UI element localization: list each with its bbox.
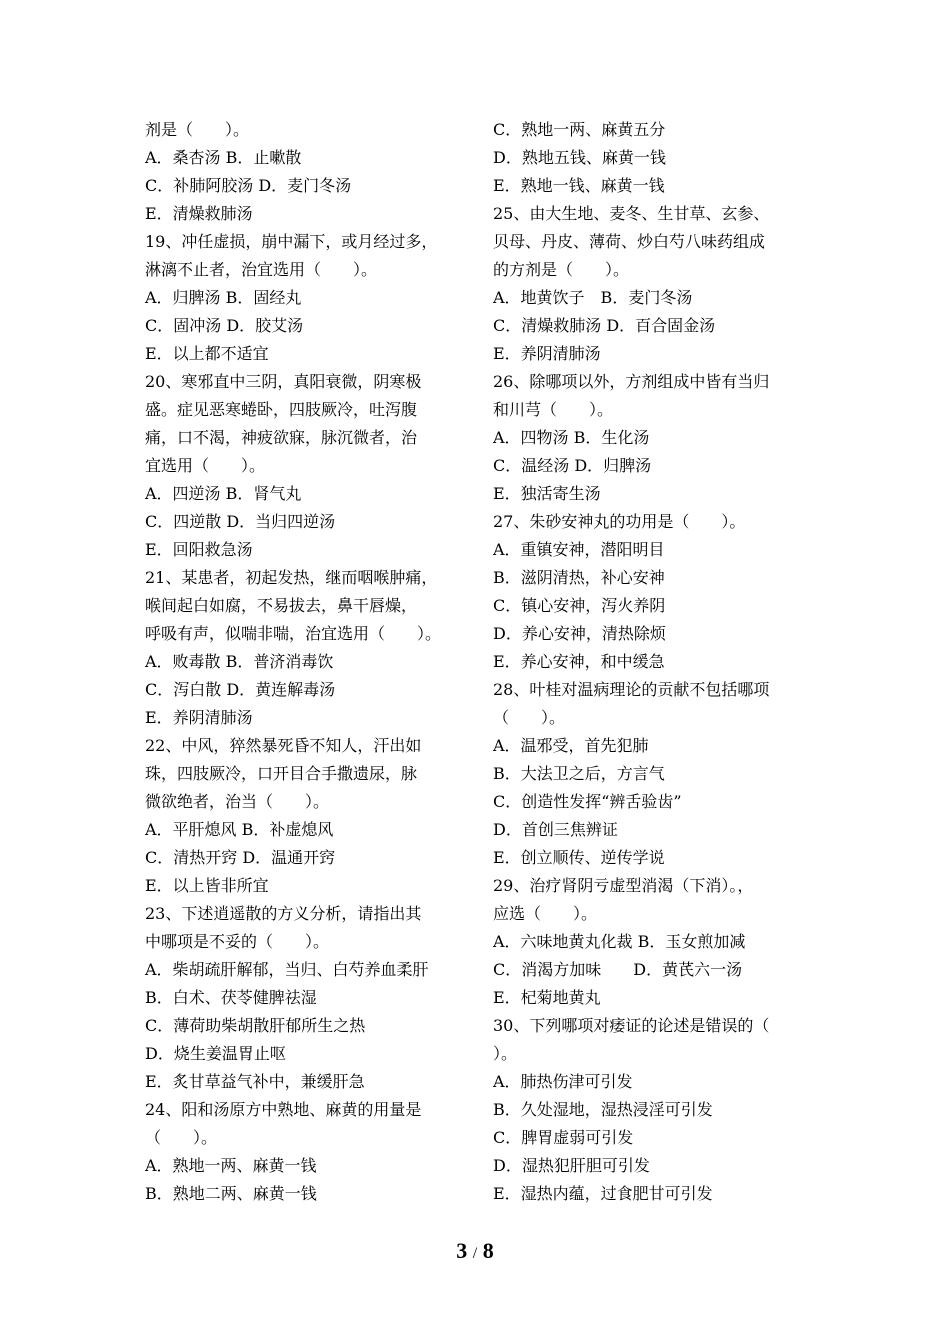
text-line: C．清燥救肺汤 D．百合固金汤	[493, 316, 716, 335]
text-line: C．固冲汤 D．胶艾汤	[145, 316, 304, 335]
text-line: E．熟地一钱、麻黄一钱	[493, 176, 665, 195]
text-line: 剂是（ ）。	[145, 120, 250, 139]
text-line: 贝母、丹皮、薄荷、炒白芍八味药组成	[493, 232, 766, 251]
text-line: 盛。症见恶寒蜷卧，四肢厥冷，吐泻腹	[145, 400, 418, 419]
text-line: A．四逆汤 B．肾气丸	[145, 484, 302, 503]
text-line: 25、由大生地、麦冬、生甘草、玄参、	[493, 204, 770, 223]
text-line: （ ）。	[145, 1128, 218, 1147]
text-line: C．薄荷助柴胡散肝郁所生之热	[145, 1016, 366, 1035]
text-line: E．养心安神，和中缓急	[493, 652, 665, 671]
text-line: E．养阴清肺汤	[145, 708, 253, 727]
page-current: 3	[456, 1238, 468, 1263]
text-line: 23、下述逍遥散的方义分析，请指出其	[145, 904, 422, 923]
text-line: 中哪项是不妥的（ ）。	[145, 932, 330, 951]
text-line: A．柴胡疏肝解郁，当归、白芍养血柔肝	[145, 960, 429, 979]
text-line: 应选（ ）。	[493, 904, 598, 923]
text-line: E．回阳救急汤	[145, 540, 253, 559]
text-line: 26、除哪项以外，方剂组成中皆有当归	[493, 372, 770, 391]
text-line: C．创造性发挥“辨舌验齿”	[493, 792, 682, 811]
text-line: C．熟地一两、麻黄五分	[493, 120, 666, 139]
text-line: E．炙甘草益气补中，兼缓肝急	[145, 1072, 365, 1091]
text-line: 30、下列哪项对痿证的论述是错误的（	[493, 1016, 770, 1035]
text-line: 20、寒邪直中三阴，真阳衰微，阴寒极	[145, 372, 422, 391]
text-line: （ ）。	[493, 708, 566, 727]
text-line: E．清燥救肺汤	[145, 204, 253, 223]
text-line: A．归脾汤 B．固经丸	[145, 288, 302, 307]
text-line: E．独活寄生汤	[493, 484, 601, 503]
text-line: D．熟地五钱、麻黄一钱	[493, 148, 666, 167]
text-line: 22、中风，猝然暴死昏不知人，汗出如	[145, 736, 422, 755]
text-line: 24、阳和汤原方中熟地、麻黄的用量是	[145, 1100, 422, 1119]
text-line: A．六味地黄丸化裁 B．玉女煎加减	[493, 932, 746, 951]
text-line: A．平肝熄风 B．补虚熄风	[145, 820, 334, 839]
text-line: E．养阴清肺汤	[493, 344, 601, 363]
text-line: 痛，口不渴，神疲欲寐，脉沉微者，治	[145, 428, 418, 447]
text-line: C．四逆散 D．当归四逆汤	[145, 512, 336, 531]
text-line: E．湿热内蕴，过食肥甘可引发	[493, 1184, 713, 1203]
text-line: A．重镇安神，潜阳明目	[493, 540, 665, 559]
text-line: C．清热开窍 D．温通开窍	[145, 848, 336, 867]
page-total: 8	[482, 1238, 494, 1263]
text-line: 21、某患者，初起发热，继而咽喉肿痛，	[145, 568, 438, 587]
text-line: 28、叶桂对温病理论的贡献不包括哪项	[493, 680, 770, 699]
right-column	[493, 116, 823, 1208]
text-line: A．熟地一两、麻黄一钱	[145, 1156, 317, 1175]
text-line: A．桑杏汤 B．止嗽散	[145, 148, 302, 167]
text-line: A．败毒散 B．普济消毒饮	[145, 652, 334, 671]
text-line: B．白术、茯苓健脾祛湿	[145, 988, 317, 1007]
text-line: C．泻白散 D．黄连解毒汤	[145, 680, 336, 699]
text-line: C．补肺阿胶汤 D．麦门冬汤	[145, 176, 352, 195]
text-line: C．温经汤 D．归脾汤	[493, 456, 652, 475]
text-line: D．养心安神，清热除烦	[493, 624, 666, 643]
text-line: B．大法卫之后，方言气	[493, 764, 665, 783]
page-number	[0, 1236, 950, 1269]
text-line: C．镇心安神，泻火养阴	[493, 596, 666, 615]
page-separator: /	[472, 1245, 478, 1262]
text-line: D．烧生姜温胃止呕	[145, 1044, 286, 1063]
text-line: 淋漓不止者，治宜选用（ ）。	[145, 260, 378, 279]
text-line: B．久处湿地，湿热浸淫可引发	[493, 1100, 713, 1119]
text-line: 19、冲任虚损，崩中漏下，或月经过多，	[145, 232, 438, 251]
text-line: D．首创三焦辨证	[493, 820, 618, 839]
text-line: B．熟地二两、麻黄一钱	[145, 1184, 317, 1203]
text-line: 喉间起白如腐，不易拔去，鼻干唇燥，	[145, 596, 418, 615]
left-column	[145, 116, 475, 1208]
text-line: B．滋阴清热，补心安神	[493, 568, 665, 587]
text-line: E．以上皆非所宜	[145, 876, 269, 895]
text-line: 和川芎（ ）。	[493, 400, 614, 419]
text-line: C．消渴方加味 D．黄芪六一汤	[493, 960, 743, 979]
text-line: E．创立顺传、逆传学说	[493, 848, 665, 867]
text-line: E．杞菊地黄丸	[493, 988, 601, 1007]
text-line: A．地黄饮子 B．麦门冬汤	[493, 288, 693, 307]
text-line: A．温邪受，首先犯肺	[493, 736, 649, 755]
text-line: 呼吸有声，似喘非喘，治宜选用（ ）。	[145, 624, 442, 643]
text-line: C．脾胃虚弱可引发	[493, 1128, 634, 1147]
text-line: 珠，四肢厥冷，口开目合手撒遗尿，脉	[145, 764, 418, 783]
text-line: 宜选用（ ）。	[145, 456, 266, 475]
text-line: 微欲绝者，治当（ ）。	[145, 792, 330, 811]
text-line: 29、治疗肾阴亏虚型消渴（下消）。，	[493, 876, 754, 895]
text-line: D．湿热犯肝胆可引发	[493, 1156, 650, 1175]
text-line: E．以上都不适宜	[145, 344, 269, 363]
text-line: ）。	[493, 1044, 518, 1063]
text-line: 的方剂是（ ）。	[493, 260, 630, 279]
text-line: A．肺热伤津可引发	[493, 1072, 633, 1091]
text-line: A．四物汤 B．生化汤	[493, 428, 650, 447]
text-line: 27、朱砂安神丸的功用是（ ）。	[493, 512, 746, 531]
